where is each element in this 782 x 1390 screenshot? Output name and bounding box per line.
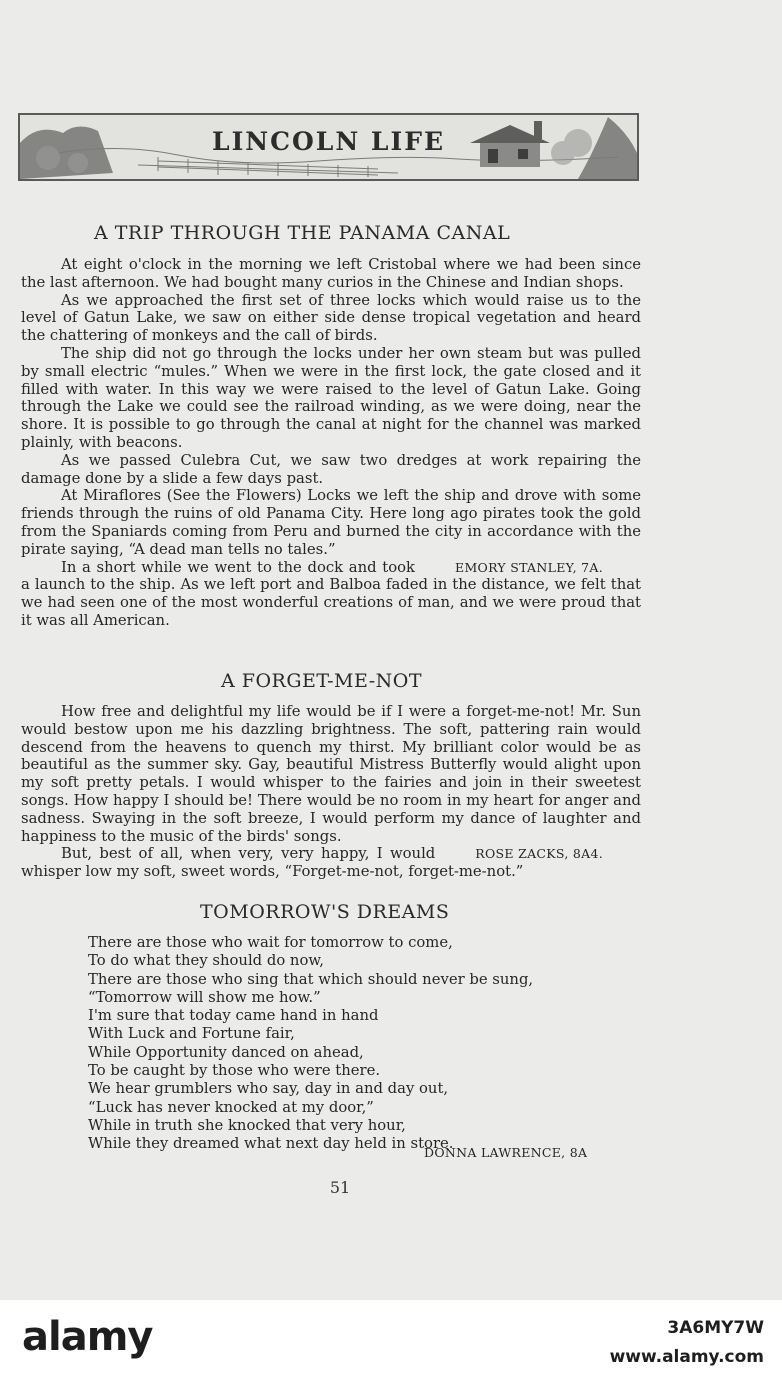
poem-line: While they dreamed what next day held in store.: [88, 1135, 454, 1153]
poem-line: While in truth she knocked that very hour,: [88, 1116, 406, 1134]
poem-line: While Opportunity danced on ahead,: [88, 1043, 364, 1061]
article-title: A FORGET-ME-NOT: [221, 670, 422, 692]
poem-line: With Luck and Fortune fair,: [88, 1025, 295, 1043]
brand-logo: alamy: [22, 1314, 153, 1360]
paragraph: At Miraflores (See the Flowers) Locks we left the ship and drove with some friends through the ruins of old Panama City. Here long ago pirates took the gold from the Spaniards coming from Peru and burned the city in accordance with the pirate saying, “A dead man tells no tales.”: [21, 487, 641, 558]
poem-title: TOMORROW'S DREAMS: [200, 901, 450, 923]
article-body: [21, 256, 641, 630]
article-body: [21, 703, 641, 881]
paragraph: As we approached the first set of three locks which would raise us to the level of Gatun Lake, we saw on either side dense tropical vegetation and heard the chattering of monkeys and the call of birds.: [21, 291, 641, 345]
paragraph: At eight o'clock in the morning we left Cristobal where we had been since the last afternoon. We had bought many curios in the Chinese and Indian shops.: [21, 256, 641, 291]
poem-line: We hear grumblers who say, day in and day out,: [88, 1080, 449, 1098]
poem-line: “Luck has never knocked at my door,”: [88, 1098, 374, 1116]
author-signature: ROSE ZACKS, 8A4.: [475, 846, 603, 862]
poem-line: There are those who wait for tomorrow to come,: [88, 934, 453, 951]
poem-body: [88, 934, 628, 1154]
poem-line: To do what they should do now,: [88, 952, 324, 970]
paragraph-text: But, best of all, when very, very happy, I would whisper low my soft, sweet words, “Forget-me-not, forget-me-not.”: [21, 845, 524, 881]
lincoln-life-banner: [18, 113, 639, 181]
page-number: 51: [329, 1178, 351, 1197]
author-signature: EMORY STANLEY, 7A.: [455, 559, 603, 575]
watermark-footer: [0, 1300, 782, 1390]
paragraph: [21, 845, 641, 881]
paragraph: As we passed Culebra Cut, we saw two dredges at work repairing the damage done by a slide a few days past.: [21, 451, 641, 487]
author-signature: DONNA LAWRENCE, 8A: [424, 1145, 588, 1160]
poem-line: I'm sure that today came hand in hand: [88, 1007, 379, 1025]
site-domain: www.alamy.com: [609, 1347, 764, 1367]
poem-line: To be caught by those who were there.: [88, 1062, 381, 1080]
poem-line: There are those who sing that which should never be sung,: [88, 970, 534, 988]
paragraph: The ship did not go through the locks under her own steam but was pulled by small electric “mules.” When we were in the first lock, the gate closed and it filled with water. In this way we were raised to the level of Gatun Lake. Going through the Lake we could see the railroad winding, as we were doing, near the shore. It is possible to go through the canal at night for the channel was marked plainly, with beacons.: [21, 344, 641, 451]
banner-title: LINCOLN LIFE: [211, 127, 445, 156]
paragraph: [21, 559, 641, 630]
image-code: 3A6MY7W: [667, 1318, 764, 1338]
poem-line: “Tomorrow will show me how.”: [88, 988, 321, 1006]
paragraph-text: In a short while we went to the dock and took a launch to the ship. As we left port and Balboa faded in the distance, we felt that we had seen one of the most wonderful creations of man, and we were proud that it was all American.: [21, 558, 641, 629]
paragraph: How free and delightful my life would be if I were a forget-me-not! Mr. Sun would bestow upon me his dazzling brightness. The soft, pattering rain would descend from the heavens to quench my thirst. My brilliant color would be as beautiful as the summer sky. Gay, beautiful Mistress Butterfly would alight upon my soft pretty petals. I would whisper to the fairies and join in their sweetest songs. How happy I should be! There would be no room in my heart for anger and sadness. Swaying in the soft breeze, I would perform my dance of laughter and happiness to the music of the birds' songs.: [21, 703, 641, 845]
article-title: A TRIP THROUGH THE PANAMA CANAL: [94, 222, 511, 244]
